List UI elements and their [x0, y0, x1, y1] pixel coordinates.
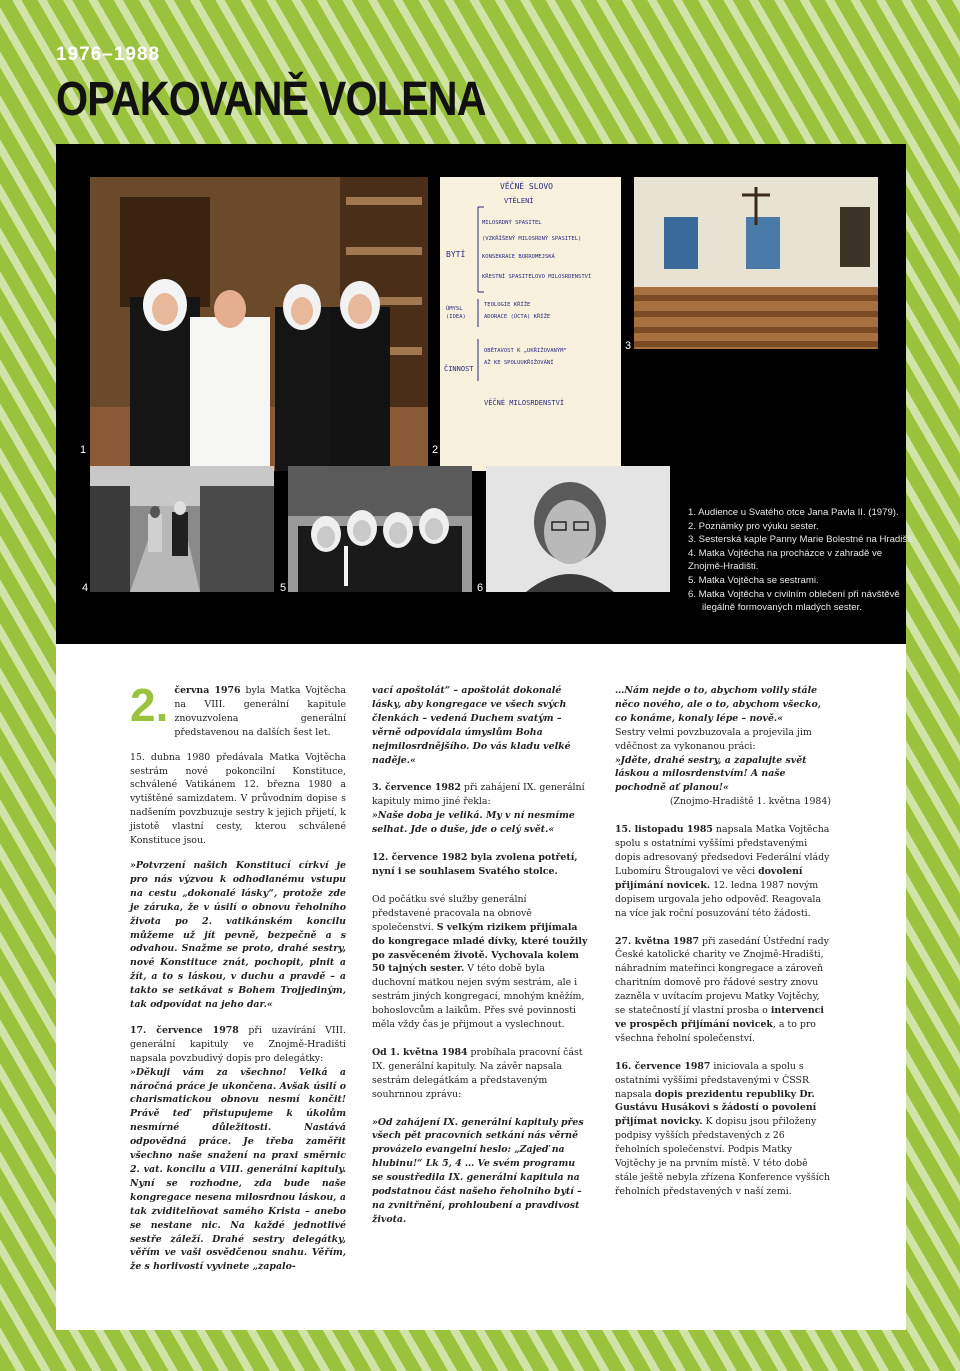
paragraph-text: probíhala pracovní část IX. generální kapituly. Na závěr napsala sestrám delegátkám a představeným souhrnnou zprávu: — [372, 1046, 583, 1100]
notes-line: VTĚLENÍ — [504, 197, 534, 205]
notes-line: KONSEKRACE BORROMEJSKÁ — [482, 254, 555, 260]
quote-text: »Potvrzení našich Konstitucí církví je pro nás výzvou k odhodlanému vstupu na cestu „dokonalé lásky“, protože zde je záruka, že v úsilí o obnovu řeholního života po 2. vatikánském koncilu můžeme už jít pevně, bezpečně a s odvahou. Snažme se proto, drahé sestry, nové Konstituce znát, pochopit, plnit a žít, a to s láskou, v duchu a pravdě – a takto se setkávat s Bohem Trojjediným, tak odpovídat na jeho dar.« — [130, 859, 346, 1011]
photo-number-2: 2 — [432, 444, 439, 456]
date-bold: 27. května 1987 — [615, 935, 700, 947]
paragraph-text: při zahájení IX. generální kapituly mimo jiné řekla: — [372, 782, 585, 808]
quote-text: »Od zahájení IX. generální kapituly přes všech pět pracovních setkání nás věrně provázelo evangelní heslo: „Zajeď na hlubinu!“ Lk 5, 4 … Ve svém programu se soustředila IX. generální kapitula na podstatnou část našeho řeholního bytí – na zvnitřnění, prohloubení a pravdivost života. — [372, 1116, 584, 1225]
caption-item: 6. Matka Vojtěcha v civilním oblečení při návštěvě — [688, 588, 900, 600]
highlight-bold: S velkým rizikem přijímala do kongregace mladé dívky, které toužily po zasvěceném životě. Vychovala kolem 50 tajných sester. — [372, 921, 588, 975]
section-number: 2. — [130, 679, 169, 731]
paragraph-text: iniciovala a spolu s ostatními vyššími představenými v ČSSR napsala — [615, 1060, 809, 1100]
caption-item: 5. Matka Vojtěcha se sestrami. — [688, 574, 819, 586]
paragraph-text: napsala Matka Vojtěcha spolu s ostatními vyššími představenými dopis adresovaný předsedovi Federální vlády Lubomíru Štrougalovi ve věci — [615, 824, 830, 877]
highlight-bold: dovolení přijímání novicek. — [615, 865, 803, 891]
date-bold: 3. července 1982 — [372, 782, 461, 794]
notes-line: OBĚTAVOST K „UKŘIŽOVANÝM“ — [484, 348, 567, 354]
notes-line: AŽ KE SPOLUUKŘIŽOVÁNÍ — [484, 360, 554, 366]
notes-line: ADORACE (ÚCTA) KŘÍŽE — [484, 314, 551, 320]
paragraph-text: V této době byla duchovní matkou nejen svým sestrám, ale i sestrám jiných kongregací, mnohým kněžím, bohoslovcům a laikům. Přes své povinnosti měla vždy čas je přijmout a vyslechnout. — [372, 963, 585, 1031]
date-bold: 17. července 1978 — [130, 1024, 239, 1036]
paragraph-text: při uzavírání VIII. generální kapituly ve Znojmě-Hradišti napsala povzbudivý dopis pro delegátky: — [130, 1024, 346, 1064]
date-bold: 16. července 1987 — [615, 1060, 711, 1072]
notes-line: (VZKŘÍŠENÝ MILOSRDNÝ SPASITEL) — [482, 236, 582, 242]
quote-text: »Naše doba je veliká. My v ní nesmíme selhat. Jde o duše, jde o celý svět.« — [372, 810, 575, 836]
photo-garden — [90, 466, 274, 592]
quote-text: »Jděte, drahé sestry, a zapalujte svět láskou a milosrdenstvím! A naše pochodně ať planou!« — [615, 754, 807, 794]
photo-number-5: 5 — [280, 582, 287, 594]
highlight-bold: dopis prezidentu republiky Dr. Gustávu Husákovi s žádostí o povolení přijímat novicky. — [615, 1088, 817, 1128]
notes-side: ČINNOST — [444, 365, 474, 373]
notes-line: TEOLOGIE KŘÍŽE — [484, 302, 531, 308]
caption-item: 3. Sesterská kaple Panny Marie Bolestné na Hradišti. — [688, 534, 915, 546]
notes-side: BYTÍ — [446, 250, 466, 259]
paragraph-text: , a to pro všechna řeholní společenství. — [615, 1018, 816, 1044]
paragraph-text: 15. dubna 1980 předávala Matka Vojtěcha sestrám nové pokoncilní Konstituce, schválené Vatikánem 12. března 1980 a vytištěné samizdatem. V průvodním dopise s nadšením povzbuzuje sestry k jejich přijetí, k jistotě vlastní cesty, kterou schválené Konstituce jsou. — [130, 751, 346, 847]
photo-audience — [90, 177, 428, 471]
article-body — [56, 644, 906, 1330]
photo-chapel — [634, 177, 878, 349]
date-bold: 15. listopadu 1985 — [615, 824, 713, 836]
caption-item: ilegálně formovaných mladých sester. — [702, 602, 862, 614]
caption-item: 1. Audience u Svatého otce Jana Pavla II. (1979). — [688, 507, 899, 518]
date-bold: června 1976 — [174, 685, 241, 696]
photo-portrait — [486, 466, 670, 592]
notes-line: VĚČNÉ MILOSRDENSTVÍ — [484, 399, 565, 407]
photo-number-1: 1 — [80, 444, 87, 456]
paragraph-text: při zasedání Ústřední rady České katolické charity ve Znojmě-Hradišti, náhradním mateřinci kongregace a zároveň charitním domově pro řádové sestry znovu zazněla v uvítacím projevu Matky Vojtěchy, se statečností jí vlastní prosba o — [615, 935, 829, 1017]
notes-line: MILOSRDNÝ SPASITEL — [482, 220, 542, 226]
photo-captions — [688, 506, 918, 615]
paragraph-text: byla Matka Vojtěcha na VIII. generální kapitule znovuzvolena generální představenou na dalších šest let. — [174, 685, 346, 738]
photo-panel — [56, 144, 915, 644]
year-range: 1976–1988 — [56, 44, 161, 65]
quote-text: »Děkuji vám za všechno! Velká a náročná práce je ukončena. Avšak úsilí o charismatickou obnovu nesmí končit! Právě teď přistupujeme k úkolům nesmírné důležitosti. Nastává odpovědná práce. Je třeba zaměřit všechno naše snažení na praxi směrnic 2. vat. koncilu a VIII. generální kapituly. Nyní se rozhodne, zda bude naše kongregace nesena milosrdnou láskou, a tak zviditelňovat samého Krista – anebo se nestane nic. Na každé jednotlivé sestře záleží. Drahé sestry delegátky, věřím ve vaši osvědčenou snahu. Věřím, že s horlivostí vyvinete „zapalo- — [130, 1066, 346, 1273]
article-column-1 — [130, 679, 346, 1285]
photo-notes — [440, 177, 621, 471]
paragraph-text: 12. ledna 1987 novým dopisem urgovala jeho odpověď. Reagovala na více jak roční posuzování této žádosti. — [615, 879, 822, 919]
photo-number-3: 3 — [625, 340, 632, 352]
notes-line: VĚČNÉ SLOVO — [500, 182, 553, 191]
quote-text: vací apoštolát“ – apoštolát dokonalé lásky, aby kongregace ve všech svých členkách – vedená Duchem svatým – věrně odpovídala úmyslům Boha nejmilosrdnějšího. Do vás kladu velké naděje.« — [372, 685, 571, 766]
paragraph-text: K dopisu jsou přiloženy podpisy vyšších představených z 26 řeholních společenství. Podpis Matky Vojtěchy je na prvním místě. V této době stále ještě nebyla zřízena Konference vyšších řeholních představených v naší zemi. — [615, 1116, 831, 1197]
highlight-bold: 12. července 1982 byla zvolena potřetí, nyní i se souhlasem Svatého stolce. — [372, 852, 578, 877]
photo-number-6: 6 — [477, 582, 484, 594]
date-bold: Od 1. května 1984 — [372, 1046, 468, 1058]
photo-sisters — [288, 466, 472, 592]
quote-text: …Nám nejde o to, abychom volily stále něco nového, ale o to, abychom všecko, co konáme, konaly lépe – nově.« — [615, 685, 822, 724]
quote-source: (Znojmo-Hradiště 1. května 1984) — [669, 796, 831, 808]
caption-item: 4. Matka Vojtěcha na procházce v zahradě ve Znojmě-Hradišti. — [688, 547, 883, 573]
highlight-bold: intervenci ve prospěch přijímání novicek — [615, 1005, 824, 1030]
notes-side: ÚMYSL (IDEA) — [446, 306, 466, 320]
caption-item: 2. Poznámky pro výuku sester. — [688, 520, 819, 532]
paragraph-text: Od počátku své služby generální představené pracovala na obnově společenství. — [372, 893, 532, 933]
page-title: OPAKOVANĚ VOLENA — [56, 73, 486, 126]
article-column-2 — [372, 684, 588, 1238]
notes-line: KŘESTNÍ SPASITELOVO MILOSRDENSTVÍ — [482, 274, 592, 280]
paragraph-text: Sestry velmi povzbuzovala a projevila jim vděčnost za vykonanou práci: — [615, 726, 812, 752]
article-column-3 — [615, 684, 831, 1210]
photo-number-4: 4 — [82, 582, 89, 594]
